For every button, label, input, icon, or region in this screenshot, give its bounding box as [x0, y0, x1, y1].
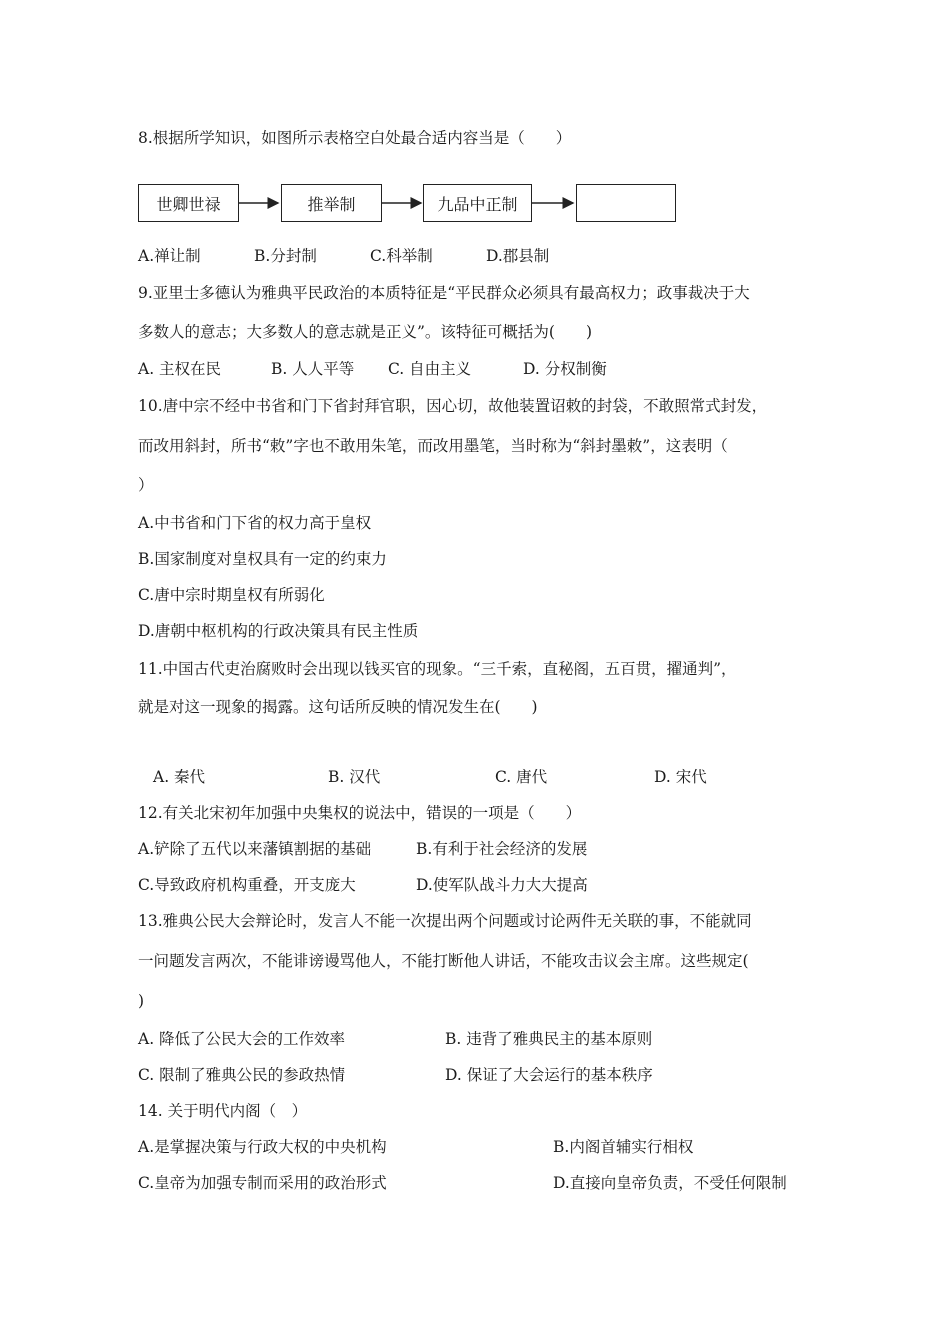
- q10-option-d: D.唐朝中枢机构的行政决策具有民主性质: [138, 622, 419, 640]
- q14-option-d: D.直接向皇帝负责，不受任何限制: [553, 1174, 787, 1192]
- q11-option-a: A. 秦代: [153, 768, 206, 786]
- question-11-line-1: 11.中国古代吏治腐败时会出现以钱买官的现象。“三千索，直秘阁，五百贯，擢通判”，: [138, 660, 737, 678]
- q8-option-c: C.科举制: [370, 247, 433, 265]
- q10-option-b: B.国家制度对皇权具有一定的约束力: [138, 550, 387, 568]
- q12-option-c: C.导致政府机构重叠，开支庞大: [138, 876, 356, 894]
- q8-option-a: A.禅让制: [138, 247, 201, 265]
- q14-option-c: C.皇帝为加强专制而采用的政治形式: [138, 1174, 387, 1192]
- question-13-line-2: 一问题发言两次，不能诽谤谩骂他人，不能打断他人讲话，不能攻击议会主席。这些规定(: [138, 952, 749, 970]
- question-9-line-1: 9.亚里士多德认为雅典平民政治的本质特征是“平民群众必须具有最高权力；政事裁决于大: [138, 284, 750, 302]
- q12-option-d: D.使军队战斗力大大提高: [416, 876, 588, 894]
- q9-option-c: C. 自由主义: [388, 360, 472, 378]
- q12-option-a: A.铲除了五代以来藩镇割据的基础: [138, 840, 372, 858]
- flow-box-blank: [576, 184, 676, 222]
- q8-option-d: D.郡县制: [486, 247, 550, 265]
- q9-option-d: D. 分权制衡: [523, 360, 607, 378]
- question-8-stem: 8.根据所学知识，如图所示表格空白处最合适内容当是（ ）: [138, 129, 572, 147]
- q8-option-b: B.分封制: [254, 247, 317, 265]
- q14-option-b: B.内阁首辅实行相权: [553, 1138, 694, 1156]
- q9-option-a: A. 主权在民: [138, 360, 222, 378]
- flow-diagram: [138, 184, 678, 226]
- q13-option-a: A. 降低了公民大会的工作效率: [138, 1030, 346, 1048]
- question-10-line-2: 而改用斜封，所书“敕”字也不敢用朱笔，而改用墨笔，当时称为“斜封墨敕”，这表明（: [138, 437, 728, 455]
- question-10-line-3: ）: [138, 476, 154, 494]
- question-10-line-1: 10.唐中宗不经中书省和门下省封拜官职，因心切，故他装置诏敕的封袋，不敢照常式封发，: [138, 397, 768, 415]
- question-13-line-3: ): [138, 992, 145, 1010]
- q13-option-c: C. 限制了雅典公民的参政热情: [138, 1066, 346, 1084]
- question-9-line-2: 多数人的意志；大多数人的意志就是正义”。该特征可概括为( ): [138, 323, 593, 341]
- q13-option-b: B. 违背了雅典民主的基本原则: [445, 1030, 653, 1048]
- q11-option-b: B. 汉代: [328, 768, 381, 786]
- question-11-line-2: 就是对这一现象的揭露。这句话所反映的情况发生在( ): [138, 698, 538, 716]
- question-12-stem: 12.有关北宋初年加强中央集权的说法中，错误的一项是（ ）: [138, 804, 582, 822]
- q10-option-c: C.唐中宗时期皇权有所弱化: [138, 586, 325, 604]
- q13-option-d: D. 保证了大会运行的基本秩序: [445, 1066, 653, 1084]
- q10-option-a: A.中书省和门下省的权力高于皇权: [138, 514, 372, 532]
- flow-box-3: 九品中正制: [423, 184, 532, 222]
- q11-option-d: D. 宋代: [654, 768, 707, 786]
- question-13-line-1: 13.雅典公民大会辩论时，发言人不能一次提出两个问题或讨论两件无关联的事，不能就同: [138, 912, 752, 930]
- flow-box-1: 世卿世禄: [138, 184, 239, 222]
- question-14-stem: 14. 关于明代内阁（ ）: [138, 1102, 308, 1120]
- flow-box-2: 推举制: [281, 184, 382, 222]
- q11-option-c: C. 唐代: [495, 768, 548, 786]
- q12-option-b: B.有利于社会经济的发展: [416, 840, 588, 858]
- q14-option-a: A.是掌握决策与行政大权的中央机构: [138, 1138, 387, 1156]
- q9-option-b: B. 人人平等: [271, 360, 355, 378]
